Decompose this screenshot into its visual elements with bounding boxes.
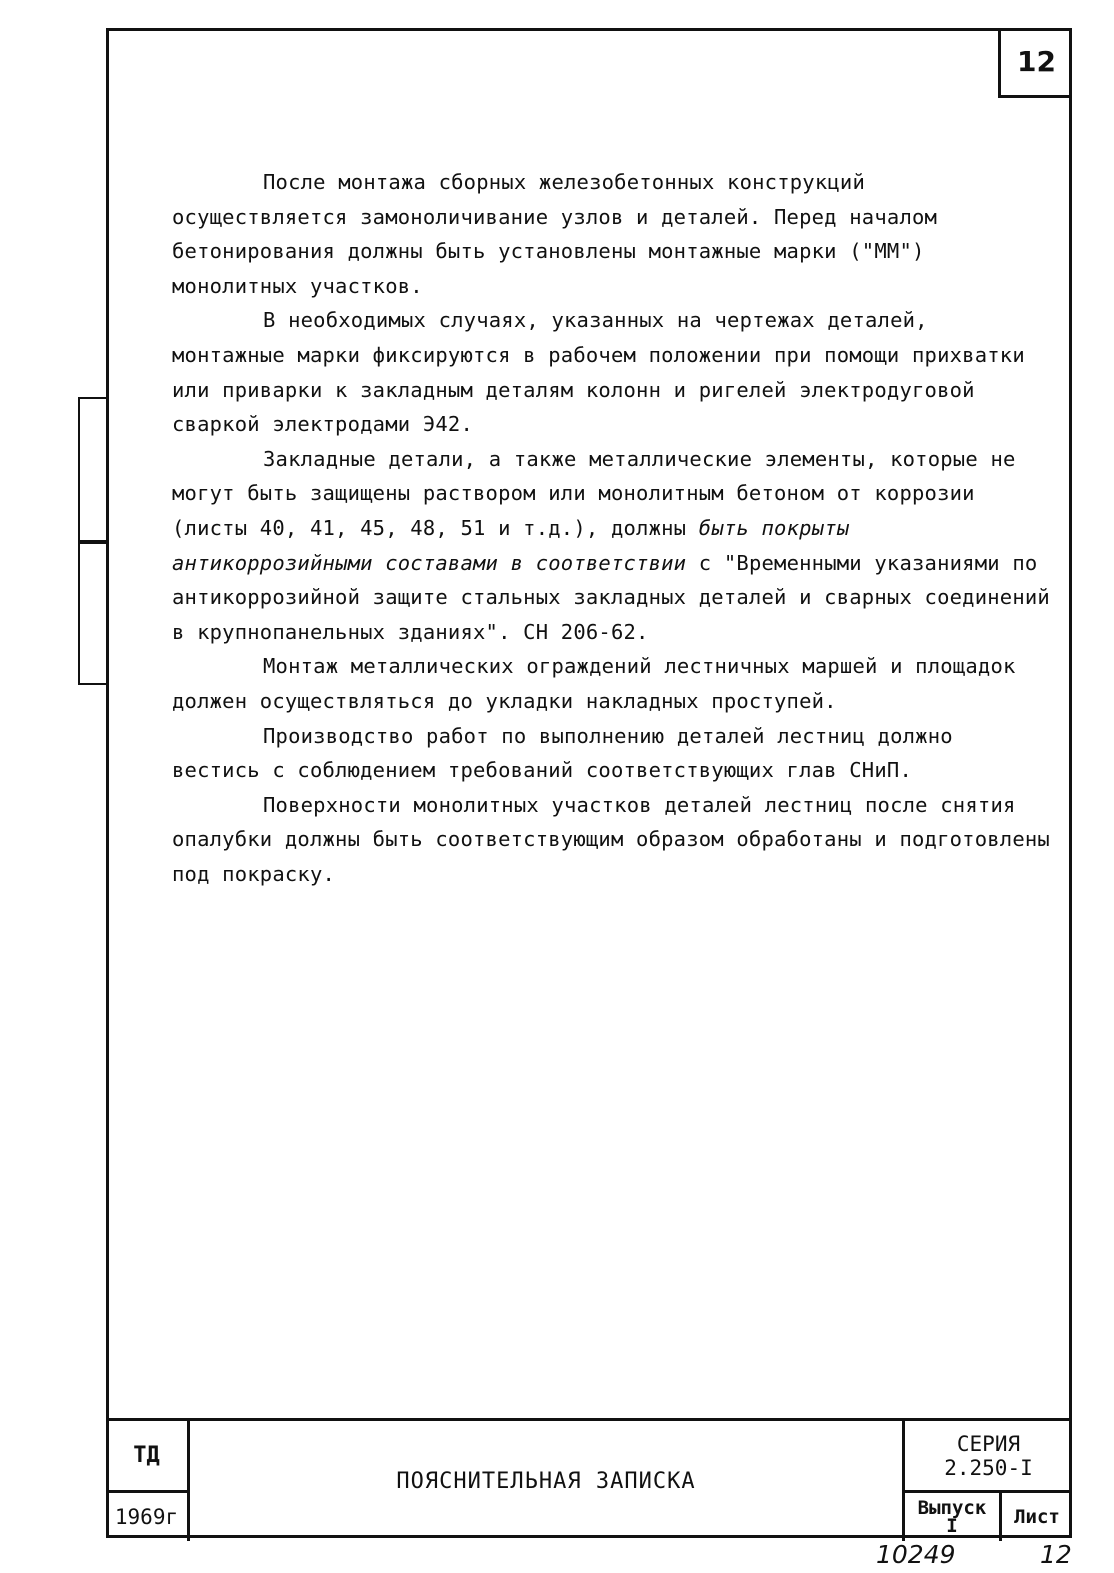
paragraph [172,442,1052,650]
doc-year: 1969г [106,1493,190,1541]
explanatory-note-text [172,165,1052,891]
page-number: 12 [998,28,1072,98]
doc-code: ТД [106,1421,190,1493]
paragraph-italic-text: быть покрыты антикоррозийными составами в соответствии [172,515,850,575]
paragraph: В необходимых случаях, указанных на чертежах деталей, монтажные марки фиксируются в рабочем положении при помощи прихватки или приварки к закладным деталям колонн и ригелей электродуговой сваркой электродами Э42. [172,308,1025,437]
series-value: 2.250-I [944,1455,1033,1480]
issue-label: Выпуск [917,1497,987,1519]
paragraph: Поверхности монолитных участков деталей лестниц после снятия опалубки должны быть соответствующим образом обработаны и подготовлены под покраску. [172,792,1050,886]
binding-margin-mark [78,397,106,542]
sheet-label: Лист [1014,1506,1060,1528]
paragraph-text: Закладные детали, а также металлические элементы, которые не могут быть защищены раствором или монолитным бетоном от коррозии (листы 40, 41, 45, 48, 51 и т.д.), должны [172,446,1016,540]
sheet-number: 12 [1040,1540,1072,1569]
inventory-number: 10249 [876,1540,956,1569]
series-cell [902,1421,1072,1493]
paragraph-text: с "Временными указаниями по антикоррозийной защите стальных закладных деталей и сварных соединений в крупнопанельных зданиях". СН 206-62. [172,550,1050,644]
series-label: СЕРИЯ [956,1431,1021,1456]
title-block [106,1418,1072,1538]
binding-margin-mark [78,542,106,685]
issue-cell [902,1493,1002,1541]
paragraph: После монтажа сборных железобетонных конструкций осуществляется замоноличивание узлов и деталей. Перед началом бетонирования должны быть установлены монтажные марки ("ММ") монолитных участков. [172,170,938,298]
paragraph: Монтаж металлических ограждений лестничных маршей и площадок должен осуществляться до укладки накладных проступей. [172,654,1016,713]
issue-value: I [946,1515,958,1537]
doc-title: ПОЯСНИТЕЛЬНАЯ ЗАПИСКА [396,1468,696,1494]
paragraph: Производство работ по выполнению деталей лестниц должно вестись с соблюдением требований соответствующих глав СНиП. [172,723,953,783]
